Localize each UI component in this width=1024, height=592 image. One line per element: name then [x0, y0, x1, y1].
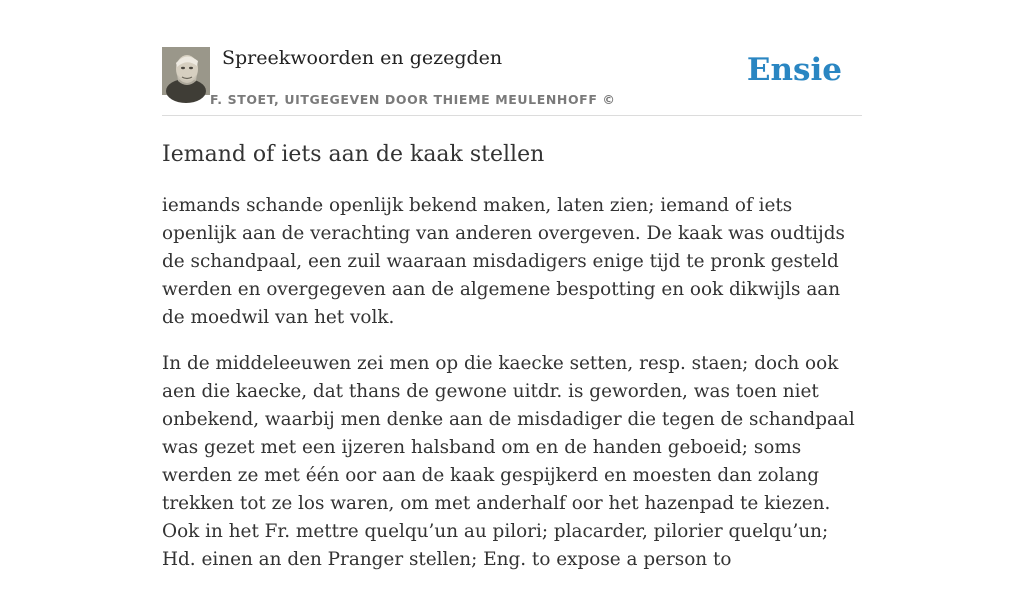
- author-portrait-icon: [162, 47, 210, 95]
- entry-body: [162, 192, 866, 592]
- entry-card: [162, 0, 862, 570]
- header-divider: [162, 115, 862, 116]
- brand-logo[interactable]: Ensie: [746, 52, 842, 88]
- source-credit: F. STOET, UITGEGEVEN DOOR THIEME MEULENHOFF ©: [210, 92, 616, 107]
- source-header: [162, 46, 862, 116]
- source-title[interactable]: Spreekwoorden en gezegden: [222, 47, 503, 69]
- entry-paragraph: In de middeleeuwen zei men op die kaecke setten, resp. staen; doch ook aen die kaecke, dat thans de gewone uitdr. is geworden, was toen niet onbekend, waarbij men denke aan de misdadiger die tegen de schandpaal was gezet met een ijzeren halsband om en de handen geboeid; soms werden ze met één oor aan de kaak gespijkerd en moesten dan zolang trekken tot ze los waren, om met anderhalf oor het hazenpad te kiezen. Ook in het Fr. mettre quelqu’un au pilori; placarder, pilorier quelqu’un; Hd. einen an den Pranger stellen; Eng. to expose a person to: [162, 353, 855, 570]
- entry-title: Iemand of iets aan de kaak stellen: [162, 142, 545, 167]
- entry-paragraph: iemands schande openlijk bekend maken, laten zien; iemand of iets openlijk aan de verachting van anderen overgeven. De kaak was oudtijds de schandpaal, een zuil waaraan misdadigers enige tijd te pronk gesteld werden en overgegeven aan de algemene bespotting en ook dikwijls aan de moedwil van het volk.: [162, 195, 845, 328]
